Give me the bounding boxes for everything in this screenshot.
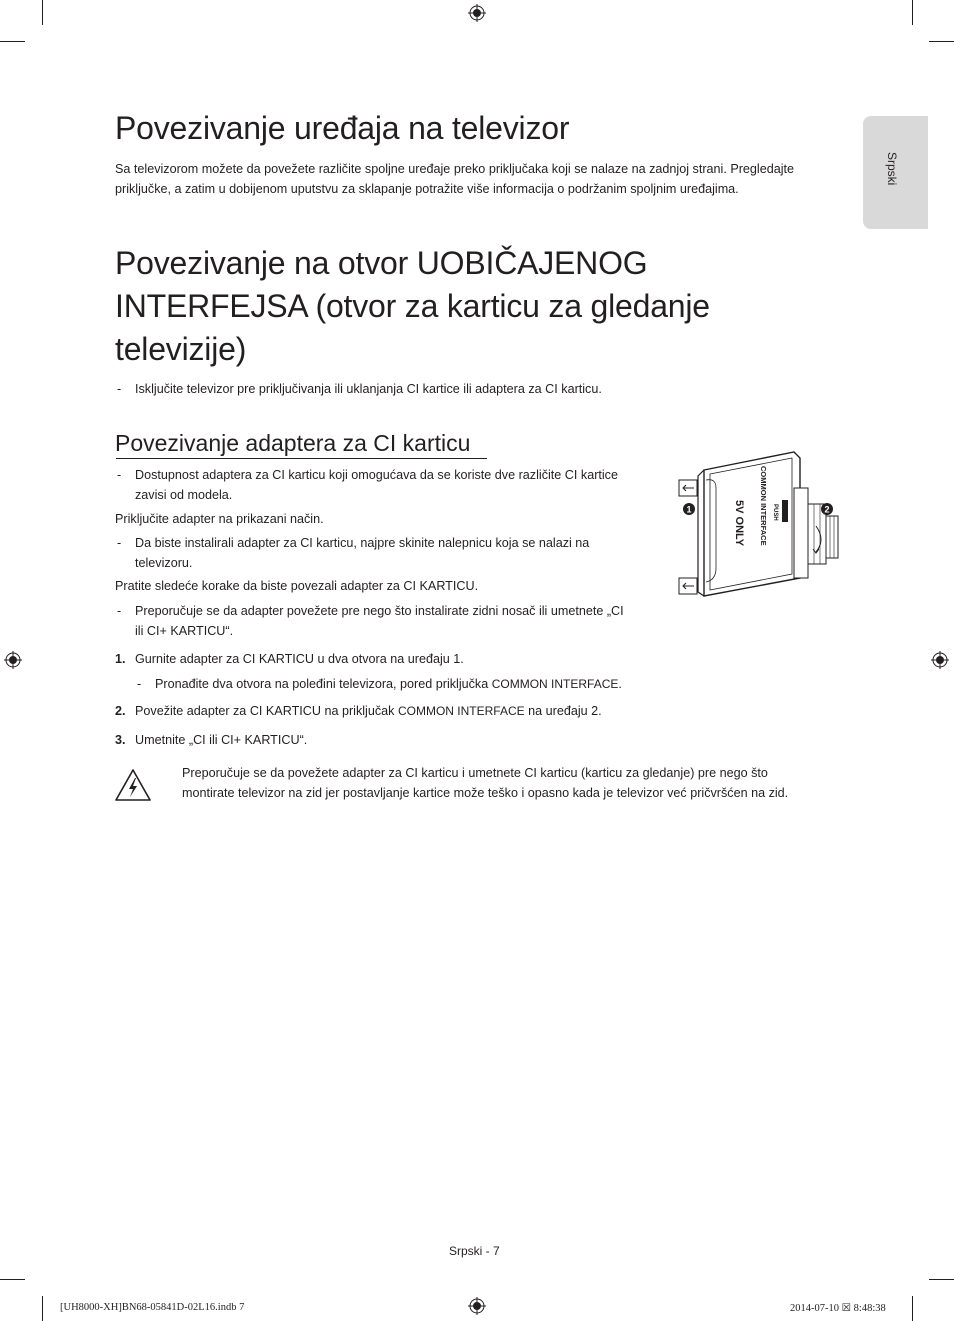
paragraph: Priključite adapter na prikazani način. (115, 512, 324, 526)
bullet-text: zavisi od modela. (135, 487, 233, 502)
step-number: 1. (115, 652, 126, 666)
step-number: 2. (115, 704, 126, 718)
bullet-item (117, 534, 590, 573)
bullet-dash: - (117, 604, 122, 618)
crop-mark (0, 1279, 25, 1280)
step-number: 3. (115, 733, 126, 747)
crop-mark (42, 1296, 43, 1321)
note-item (117, 380, 602, 400)
bullet-dash: - (117, 536, 122, 550)
page-number: Srpski - 7 (449, 1244, 500, 1258)
step-text: na uređaju 2. (524, 704, 602, 718)
section-title-line-2: INTERFEJSA (otvor za karticu za gledanje (115, 288, 710, 324)
label-common-interface: COMMON INTERFACE (759, 466, 768, 546)
section-title-line-1: Povezivanje na otvor UOBIČAJENOG (115, 245, 648, 281)
intro-paragraph: Sa televizorom možete da povežete različite spoljne uređaje preko priključaka koji se nalaze na zadnjoj strani. Pregledajte priključke, a zatim u dobijenom uputstvu za sklapanje potražite više informacija o podržanim spoljnim uređajima. (115, 162, 795, 196)
label-5v-only: 5V ONLY (733, 500, 745, 547)
language-tab (863, 116, 928, 229)
registration-mark-icon (4, 651, 22, 669)
section-title-line-3: televizije) (115, 331, 247, 367)
step-item (115, 731, 308, 751)
crop-mark (929, 1279, 954, 1280)
step-text: Povežite adapter za CI KARTICU na priključak (135, 704, 398, 718)
registration-mark-icon (931, 651, 949, 669)
port-name: COMMON INTERFACE (491, 677, 619, 691)
warning-icon (114, 768, 152, 802)
port-name: COMMON INTERFACE (397, 704, 525, 718)
paragraph: Pratite sledeće korake da biste povezali adapter za CI KARTICU. (115, 579, 479, 593)
note-text: Isključite televizor pre priključivanja ili uklanjanja CI kartice ili adaptera za CI karticu. (135, 382, 602, 396)
bullet-text: televizoru. (135, 555, 193, 570)
bullet-dash: - (137, 677, 142, 691)
registration-mark-icon (468, 4, 486, 22)
bullet-text: ili CI+ KARTICU“. (135, 623, 234, 638)
step-text: Gurnite adapter za CI KARTICU u dva otvora na uređaju 1. (135, 652, 464, 666)
step-item (115, 650, 464, 670)
subsection-title: Povezivanje adaptera za CI karticu (115, 430, 471, 456)
subtitle-underline (116, 458, 487, 459)
warning-line: Preporučuje se da povežete adapter za CI karticu i umetnete CI karticu (karticu za gledanje) pre nego što (182, 766, 768, 780)
crop-mark (929, 41, 954, 42)
crop-mark (912, 1296, 913, 1321)
callout-2: 2 (824, 504, 830, 515)
language-tab-label: Srpski (885, 152, 899, 186)
crop-mark (912, 0, 913, 25)
substep-text: Pronađite dva otvora na poleđini televizora, pored priključka (155, 677, 492, 691)
label-push: PUSH (772, 504, 778, 521)
crop-mark (42, 0, 43, 25)
slug-file: [UH8000-XH]BN68-05841D-02L16.indb 7 (60, 1302, 245, 1313)
step-text: Umetnite „CI ili CI+ KARTICU“. (135, 733, 308, 747)
slug-timestamp: 2014-07-10 ☒ 8:48:38 (790, 1303, 886, 1314)
substep-text: . (618, 677, 622, 691)
substep-item (137, 675, 622, 695)
warning-text (182, 764, 788, 803)
bullet-dash: - (117, 468, 122, 482)
bullet-text: Da biste instalirali adapter za CI karticu, najpre skinite nalepnicu koja se nalazi na (135, 536, 590, 550)
warning-line: montirate televizor na zid jer postavljanje kartice može teško i opasno kada je televizor već pričvršćen na zid. (182, 785, 789, 800)
bullet-text: Preporučuje se da adapter povežete pre nego što instalirate zidni nosač ili umetnete „CI (135, 604, 624, 618)
step-item (115, 702, 602, 722)
registration-mark-icon (468, 1297, 486, 1315)
bullet-dash: - (117, 382, 122, 396)
bullet-item (117, 466, 618, 505)
bullet-item (117, 602, 624, 641)
callout-1: 1 (686, 504, 692, 515)
ci-adapter-illustration (676, 448, 848, 600)
page-title: Povezivanje uređaja na televizor (115, 110, 570, 146)
bullet-text: Dostupnost adaptera za CI karticu koji omogućava da se koriste dve različite CI kartice (135, 468, 618, 482)
crop-mark (0, 41, 25, 42)
